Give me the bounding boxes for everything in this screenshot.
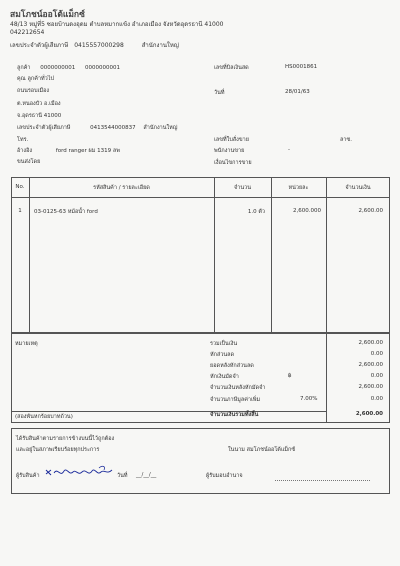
- receiver-signature: [44, 464, 116, 480]
- grand-total-value: 2,600.00: [355, 411, 383, 417]
- doc-date: 28/01/63: [285, 89, 310, 95]
- approver-label: ผู้รับมอบอำนาจ: [206, 473, 243, 479]
- received-text-2: และอยู่ในสภาพเรียบร้อยทุกประการ: [16, 447, 100, 453]
- company-tax-id-label: เลขประจำตัวผู้เสียภาษี: [10, 42, 69, 49]
- on-behalf-text: ในนาม สมโภชน์ออโต้แม็กซ์: [228, 447, 296, 453]
- customer-code-1: 0000000001: [40, 65, 76, 71]
- customer-code-row: [17, 64, 120, 72]
- customer-ref-row: [17, 147, 120, 155]
- row-description: 03-0125-63 หม้อน้ำ ford: [34, 209, 98, 215]
- deposit-value: 0.00: [370, 373, 383, 379]
- discount-value: 0.00: [370, 351, 383, 357]
- after-deposit-label: จำนวนเงินหลังหักมัดจำ: [210, 385, 266, 391]
- th-amount: จำนวนเงิน: [345, 185, 371, 191]
- customer-tax-id-row: [17, 124, 177, 132]
- items-table: [11, 177, 390, 333]
- approver-signature-line: [275, 480, 370, 481]
- company-tax-id-row: [10, 40, 179, 50]
- row-amount: 2,600.00: [358, 208, 383, 214]
- customer-province: จ.อุดรธานี 41000: [17, 113, 62, 119]
- after-discount-value: 2,600.00: [358, 362, 383, 368]
- subtotal-label: รวมเป็นเงิน: [210, 341, 238, 347]
- doc-salesref-suffix: ลาซ.: [340, 137, 352, 143]
- row-no: 1: [18, 208, 22, 214]
- receiver-label: ผู้รับสินค้า: [16, 473, 40, 479]
- customer-phone-label: โทร.: [17, 137, 29, 143]
- th-unit-price: หน่วยละ: [288, 185, 309, 191]
- customer-branch: สำนักงานใหญ่: [143, 125, 178, 131]
- subtotal-value: 2,600.00: [358, 340, 383, 346]
- doc-salesman-value: -: [288, 147, 290, 153]
- table-header-divider: [11, 197, 390, 198]
- grand-total-label: จำนวนเงินรวมทั้งสิ้น: [210, 412, 259, 418]
- customer-name: คุณ ลูกค้าทั่วไป: [17, 76, 54, 82]
- company-address: 48/13 หมู่ที่5 ซอยบ้านดงอุดม ตำบลหมากแข้ง อำเภอเมือง จังหวัดอุดรธานี 41000: [10, 21, 224, 28]
- row-quantity: 1.0 ตัว: [247, 209, 265, 215]
- doc-number-label: เลขที่บิลเงินสด: [214, 65, 249, 71]
- amount-in-words: (สองพันหกร้อยบาทถ้วน): [15, 414, 73, 420]
- receive-date-label: วันที่: [117, 473, 128, 479]
- customer-code-label: ลูกค้า: [17, 65, 31, 71]
- customer-ship-label: ขนส่งโดย: [17, 159, 41, 165]
- company-tax-id: 0415557000298: [74, 42, 124, 49]
- th-no: No.: [15, 184, 25, 190]
- vat-value: 0.00: [370, 396, 383, 402]
- received-text-1: ได้รับสินค้าตามรายการข้างบนนี้ไว้ถูกต้อง: [16, 436, 115, 442]
- col-divider: [326, 177, 327, 333]
- col-divider: [29, 177, 30, 333]
- doc-salesref-label: เลขที่ใบสั่งขาย: [214, 137, 249, 143]
- company-phone: 042212654: [10, 29, 45, 36]
- vat-label: จำนวนภาษีมูลค่าเพิ่ม: [210, 397, 261, 403]
- company-name: สมโภชน์ออโต้แม็กซ์: [10, 10, 85, 20]
- discount-label: หักส่วนลด: [210, 352, 235, 358]
- customer-ref-label: อ้างอิง: [17, 148, 33, 154]
- col-divider: [271, 177, 272, 333]
- after-deposit-value: 2,600.00: [358, 384, 383, 390]
- company-branch: สำนักงานใหญ่: [141, 42, 179, 49]
- doc-salesman-label: พนักงานขาย: [214, 148, 245, 154]
- doc-date-label: วันที่: [214, 90, 225, 96]
- remark-label: หมายเหตุ: [15, 341, 38, 347]
- customer-road: ถนนรอบเมือง: [17, 88, 50, 94]
- doc-salesterm-label: เงื่อนไขการขาย: [214, 160, 252, 166]
- customer-ref-value: ford ranger ผม 1319 ลพ: [55, 148, 120, 154]
- receive-date-blank: __/__/__: [136, 472, 157, 478]
- th-quantity: จำนวน: [234, 185, 251, 191]
- customer-tax-id: 0413544000837: [90, 125, 136, 131]
- customer-subdistrict: ต.หนองบัว อ.เมือง: [17, 101, 61, 107]
- doc-number: HS0001861: [285, 64, 318, 70]
- deposit-currency: ฿: [288, 373, 292, 379]
- deposit-label: หักเงินมัดจำ: [210, 374, 239, 380]
- after-discount-label: ยอดหลังหักส่วนลด: [210, 363, 254, 369]
- th-description: รหัสสินค้า / รายละเอียด: [93, 185, 150, 191]
- col-divider: [214, 177, 215, 333]
- vat-rate: 7.00%: [300, 396, 318, 402]
- customer-code-2: 0000000001: [84, 65, 120, 71]
- amount-text-divider: [11, 411, 326, 412]
- customer-tax-id-label: เลขประจำตัวผู้เสียภาษี: [17, 125, 71, 131]
- row-unit-price: 2,600.000: [293, 208, 321, 214]
